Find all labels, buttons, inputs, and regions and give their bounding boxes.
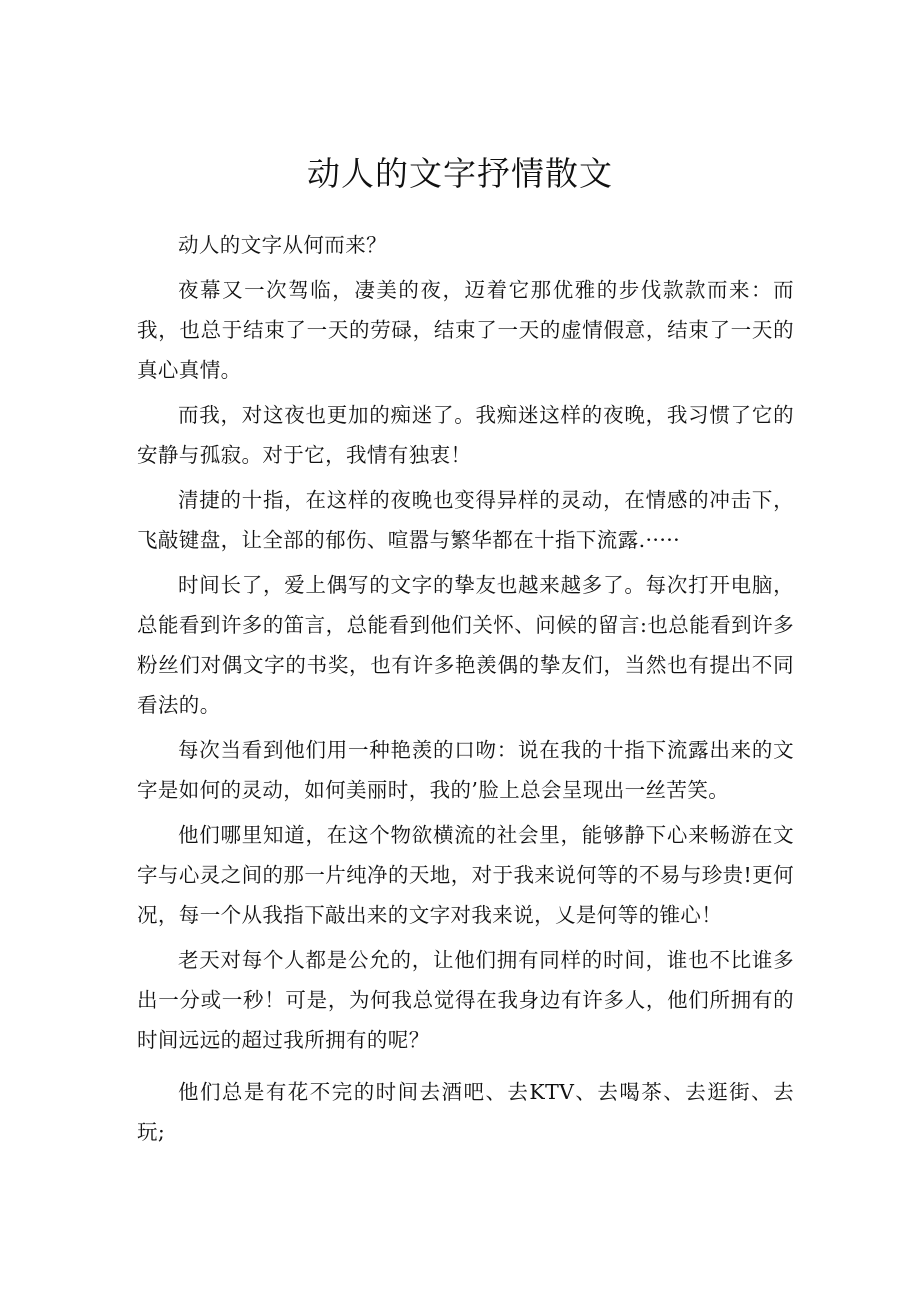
paragraph: 老天对每个人都是公允的，让他们拥有同样的时间，谁也不比谁多出一分或一秒！可是，为何我总觉得在我身边有许多人，他们所拥有的时间远远的超过我所拥有的呢？ [137,948,794,1052]
paragraph: 夜幕又一次驾临，凄美的夜，迈着它那优雅的步伐款款而来：而我，也总于结束了一天的劳碌，结束了一天的虚情假意，结束了一天的真心真情。 [137,278,794,382]
paragraph: 动人的文字从何而来？ [178,233,387,257]
paragraph: 清捷的十指，在这样的夜晚也变得异样的灵动，在情感的冲击下，飞敲键盘，让全部的郁伤、喧嚣与繁华都在十指下流露.····· [137,488,794,552]
paragraph: 他们总是有花不完的时间去酒吧、去KTV、去喝茶、去逛街、去玩; [137,1080,794,1144]
paragraph: 时间长了，爱上偶写的文字的挚友也越来越多了。每次打开电脑，总能看到许多的笛言，总能看到他们关怀、问候的留言:也总能看到许多粉丝们对偶文字的书奖，也有许多艳羡偶的挚友们，当然也有提出不同看法的。 [137,573,794,717]
page-title: 动人的文字抒情散文 [307,154,613,193]
paragraph: 而我，对这夜也更加的痴迷了。我痴迷这样的夜晚，我习惯了它的安静与孤寂。对于它，我情有独衷！ [137,403,794,467]
article-body [137,225,794,1157]
paragraph: 他们哪里知道，在这个物欲横流的社会里，能够静下心来畅游在文字与心灵之间的那一片纯净的天地，对于我来说何等的不易与珍贵!更何况，每一个从我指下敲出来的文字对我来说，乂是何等的锥心！ [137,823,794,927]
paragraph: 每次当看到他们用一种艳羡的口吻：说在我的十指下流露出来的文字是如何的灵动，如何美丽时，我的’脸上总会呈现出一丝苦笑。 [137,738,794,802]
